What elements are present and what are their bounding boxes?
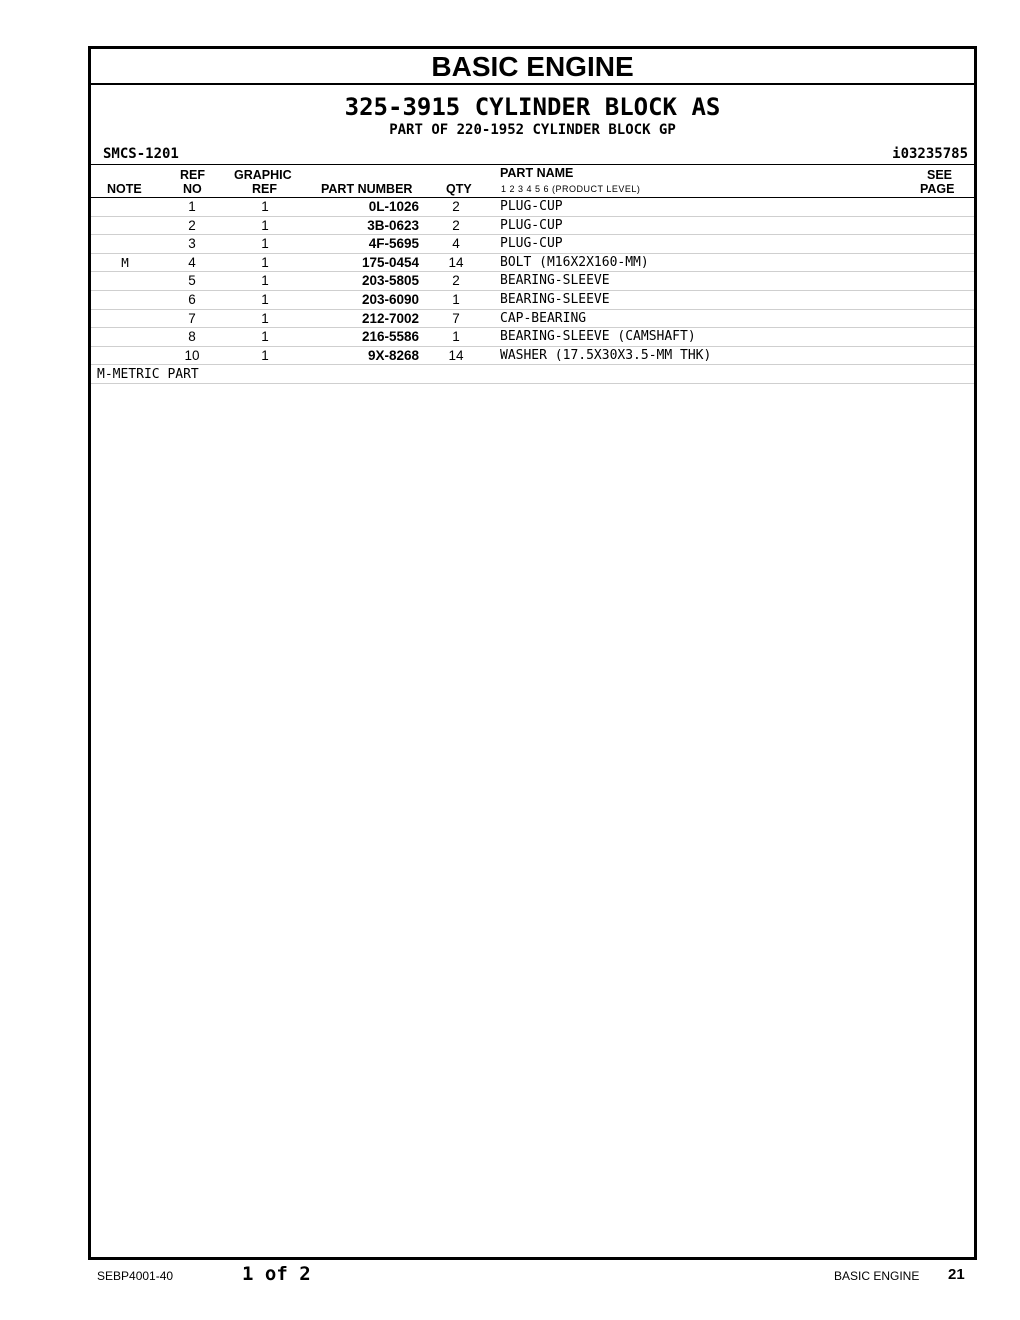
cell-part-number: 203-5805 xyxy=(361,273,419,289)
cell-ref-no: 1 xyxy=(188,199,196,214)
cell-ref-no: 3 xyxy=(188,236,196,252)
parts-table-body xyxy=(91,198,974,365)
id-bar xyxy=(91,142,974,165)
cell-qty: 2 xyxy=(452,217,460,233)
table-row xyxy=(91,310,974,329)
cell-part-number: 216-5586 xyxy=(361,329,419,345)
cell-graphic-ref: 1 xyxy=(261,273,269,289)
cell-ref-no: 5 xyxy=(188,273,196,289)
cell-part-name: WASHER (17.5X30X3.5-MM THK) xyxy=(500,347,712,363)
cell-ref-no: 4 xyxy=(188,254,196,270)
cell-graphic-ref: 1 xyxy=(261,329,269,345)
footnote-text: M-METRIC PART xyxy=(97,367,199,383)
header-qty: QTY xyxy=(446,182,472,196)
table-row xyxy=(91,291,974,310)
cell-qty: 2 xyxy=(452,199,460,214)
smcs-code: SMCS-1201 xyxy=(103,146,179,162)
cell-graphic-ref: 1 xyxy=(261,199,269,214)
cell-qty: 4 xyxy=(452,236,460,252)
cell-part-number: 212-7002 xyxy=(361,310,419,326)
cell-part-number: 4F-5695 xyxy=(368,236,419,252)
cell-graphic-ref: 1 xyxy=(261,236,269,252)
cell-graphic-ref: 1 xyxy=(261,217,269,233)
cell-part-name: BOLT (M16X2X160-MM) xyxy=(500,254,649,270)
cell-graphic-ref: 1 xyxy=(261,254,269,270)
header-graphic-bottom: REF xyxy=(252,182,277,196)
cell-note: M xyxy=(121,254,129,270)
header-see-bottom: PAGE xyxy=(920,182,955,196)
cell-part-name: BEARING-SLEEVE (CAMSHAFT) xyxy=(500,329,696,345)
table-row xyxy=(91,254,974,273)
info-id: i03235785 xyxy=(892,146,968,162)
header-ref-bottom: NO xyxy=(183,182,202,196)
header-part-number: PART NUMBER xyxy=(321,182,413,196)
cell-graphic-ref: 1 xyxy=(261,310,269,326)
table-row xyxy=(91,198,974,217)
table-row xyxy=(91,217,974,236)
header-ref-top: REF xyxy=(180,168,205,182)
cell-qty: 2 xyxy=(452,273,460,289)
table-row xyxy=(91,272,974,291)
footer-page-of: 1 of 2 xyxy=(242,1263,311,1285)
cell-part-number: 175-0454 xyxy=(361,254,419,270)
cell-ref-no: 8 xyxy=(188,329,196,345)
cell-part-number: 3B-0623 xyxy=(367,217,419,233)
cell-part-name: PLUG-CUP xyxy=(500,217,563,233)
table-row xyxy=(91,328,974,347)
main-title: 325-3915 CYLINDER BLOCK AS xyxy=(344,93,721,121)
cell-qty: 1 xyxy=(452,329,460,345)
cell-ref-no: 7 xyxy=(188,310,196,326)
cell-qty: 7 xyxy=(452,310,460,326)
cell-ref-no: 10 xyxy=(184,347,200,363)
cell-qty: 1 xyxy=(452,291,460,307)
header-product-levels: 1 2 3 4 5 6 (PRODUCT LEVEL) xyxy=(501,184,641,194)
cell-ref-no: 2 xyxy=(188,217,196,233)
section-title: BASIC ENGINE xyxy=(91,49,974,85)
cell-part-number: 203-6090 xyxy=(361,291,419,307)
parts-page-frame xyxy=(88,46,977,1260)
footer-doc-id: SEBP4001-40 xyxy=(97,1269,174,1283)
cell-part-name: CAP-BEARING xyxy=(500,310,587,326)
table-header xyxy=(91,165,974,198)
cell-qty: 14 xyxy=(448,254,464,270)
cell-part-name: BEARING-SLEEVE xyxy=(500,291,610,307)
cell-part-number: 9X-8268 xyxy=(367,347,419,363)
cell-qty: 14 xyxy=(448,347,464,363)
footer-page-number: 21 xyxy=(948,1266,965,1283)
metric-footnote xyxy=(91,365,974,384)
header-note: NOTE xyxy=(107,182,142,196)
header-part-name: PART NAME xyxy=(500,166,574,180)
header-see-top: SEE xyxy=(927,168,953,182)
page-footer xyxy=(0,1262,1020,1292)
sub-title: PART OF 220-1952 CYLINDER BLOCK GP xyxy=(389,122,676,138)
cell-part-name: PLUG-CUP xyxy=(500,236,563,252)
cell-graphic-ref: 1 xyxy=(261,347,269,363)
table-row xyxy=(91,347,974,366)
cell-graphic-ref: 1 xyxy=(261,291,269,307)
cell-part-name: BEARING-SLEEVE xyxy=(500,273,610,289)
header-graphic-top: GRAPHIC xyxy=(234,168,292,182)
footer-section: BASIC ENGINE xyxy=(834,1269,920,1283)
cell-part-number: 0L-1026 xyxy=(368,199,419,214)
cell-part-name: PLUG-CUP xyxy=(500,199,563,214)
table-row xyxy=(91,235,974,254)
cell-ref-no: 6 xyxy=(188,291,196,307)
